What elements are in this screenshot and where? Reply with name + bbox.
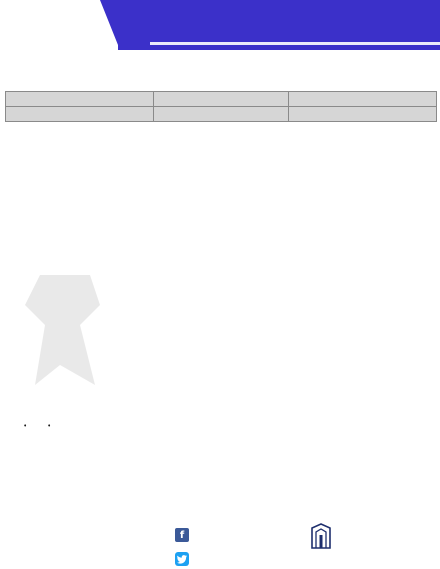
facebook-row[interactable]	[175, 523, 194, 547]
twitter-row[interactable]	[175, 547, 194, 569]
contact-web	[6, 522, 40, 538]
day-header-monday	[6, 92, 154, 107]
contact-email	[6, 554, 40, 569]
header-wedge	[100, 0, 120, 50]
twitter-icon	[175, 552, 189, 566]
day-header-wednesday	[289, 92, 437, 107]
contact-phone	[6, 538, 40, 554]
lipscomb-logo	[310, 520, 438, 566]
day-header-saturday	[289, 107, 437, 122]
day-header-friday	[153, 107, 289, 122]
day-header-tuesday	[153, 92, 289, 107]
lipscomb-tower-icon	[310, 523, 332, 549]
day-header-thursday	[6, 107, 154, 122]
title-underline	[150, 42, 440, 45]
footer	[0, 515, 440, 569]
social-block	[175, 523, 194, 569]
schedule-table	[5, 91, 437, 122]
contact-block	[6, 522, 40, 569]
facebook-icon: f	[175, 528, 189, 542]
classes-section	[22, 262, 422, 267]
bison-watermark-icon	[20, 265, 110, 395]
information-section	[22, 418, 422, 423]
